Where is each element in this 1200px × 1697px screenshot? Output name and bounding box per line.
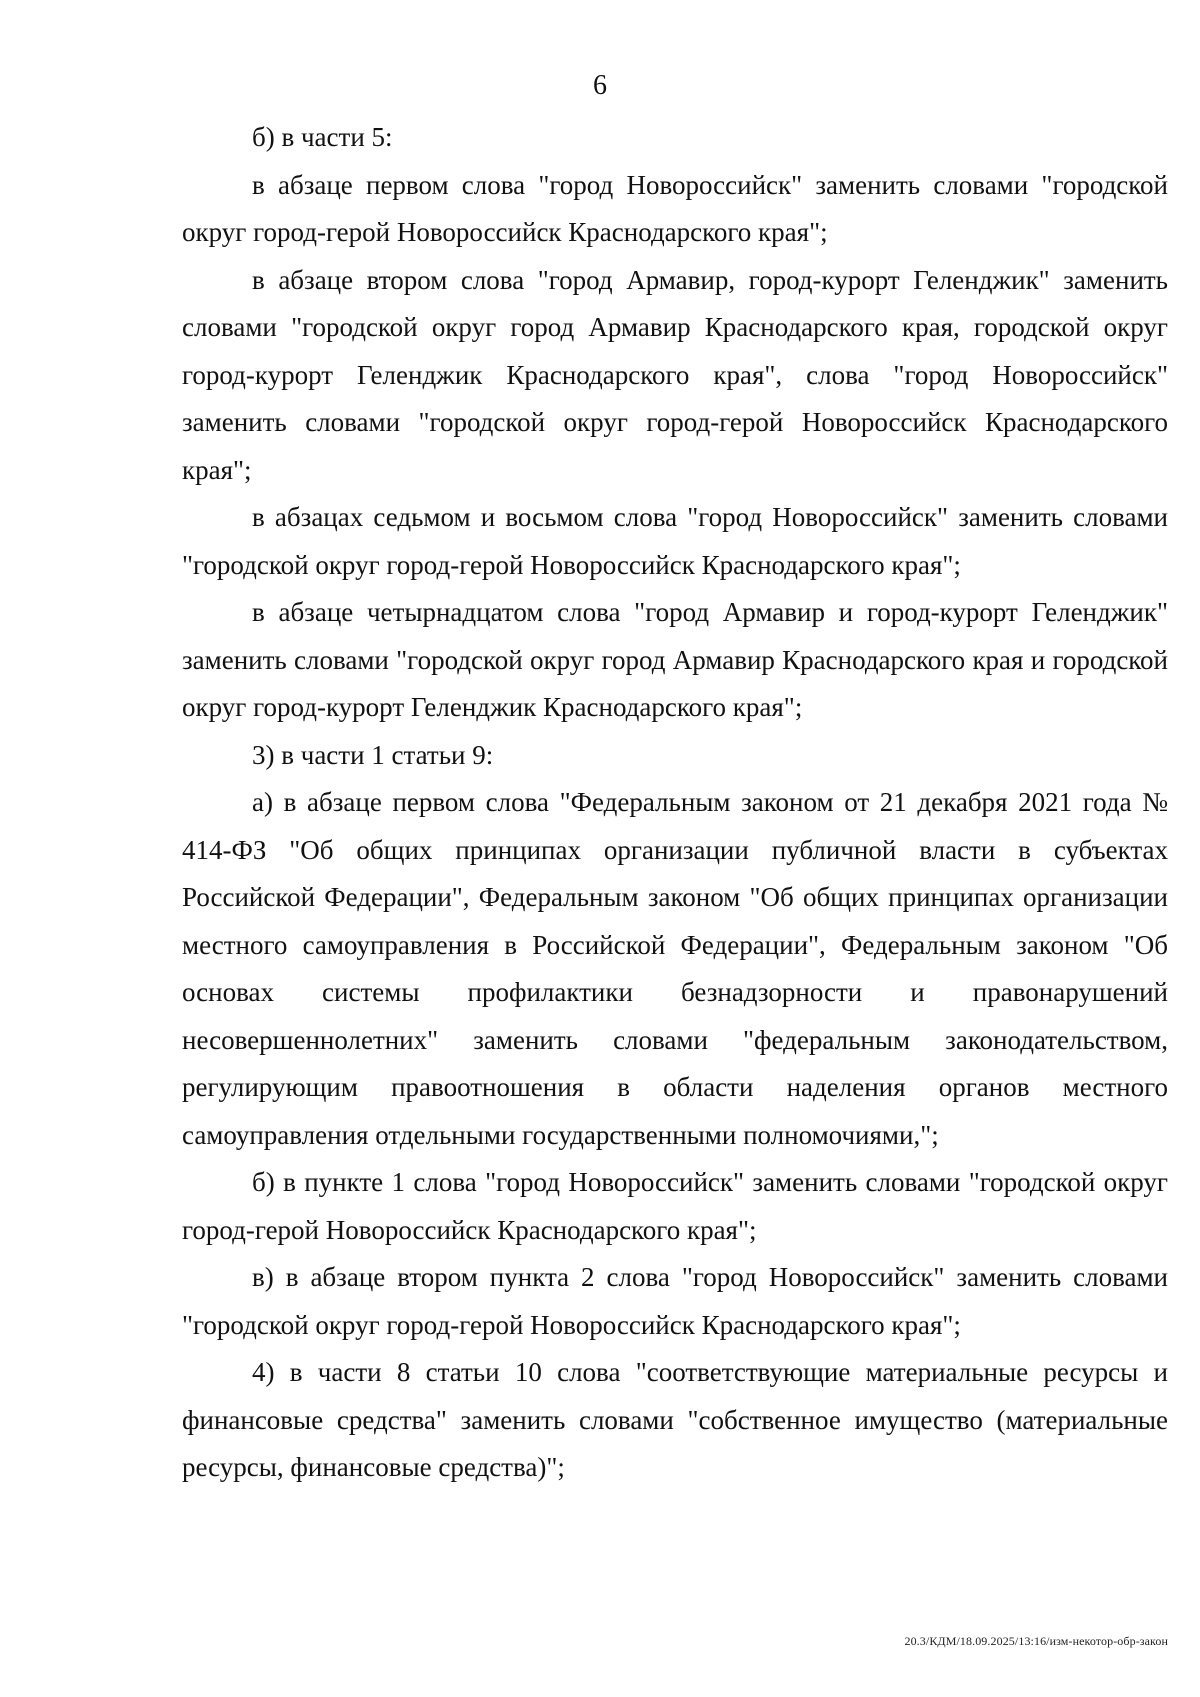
paragraph-item-3a: а) в абзаце первом слова "Федеральным законом от 21 декабря 2021 года № 414-ФЗ "Об общих принципах организации публичной власти в субъектах Российской Федерации", Федеральным законом "Об общих принципах организации местного самоуправления в Российской Федерации", Федеральным законом "Об основах системы профилактики безнадзорности и правонарушений несовершеннолетних" заменить словами "федеральным законодательством, регулирующим правоотношения в области наделения органов местного самоуправления отдельными государственными полномочиями,";	[182, 787, 1168, 1150]
paragraph-item-4: 4) в части 8 статьи 10 слова "соответствующие материальные ресурсы и финансовые средства" заменить словами "собственное имущество (материальные ресурсы, финансовые средства)";	[182, 1357, 1168, 1482]
paragraph-fourteenth-abzac: в абзаце четырнадцатом слова "город Армавир и город-курорт Геленджик" заменить словами "городской округ город Армавир Краснодарского края и городской округ город-курорт Геленджик Краснодарского края";	[182, 597, 1168, 722]
footer-document-code: 20.3/КДМ/18.09.2025/13:16/изм-некотор-обр-закон	[904, 1634, 1168, 1648]
paragraph-item-3b: б) в пункте 1 слова "город Новороссийск" заменить словами "городской округ город-герой Новороссийск Краснодарского края";	[182, 1167, 1168, 1245]
paragraph-first-abzac: в абзаце первом слова "город Новороссийск" заменить словами "городской округ город-герой Новороссийск Краснодарского края";	[182, 169, 1168, 247]
paragraph-second-abzac: в абзаце втором слова "город Армавир, город-курорт Геленджик" заменить словами "городской округ город Армавир Краснодарского края, городской округ город-курорт Геленджик Краснодарского края", слова "город Новороссийск" заменить словами "городской округ город-герой Новороссийск Краснодарского края";	[182, 264, 1168, 485]
page-number: 6	[593, 70, 607, 101]
paragraph-item-3v: в) в абзаце втором пункта 2 слова "город Новороссийск" заменить словами "городской округ город-герой Новороссийск Краснодарского края";	[182, 1262, 1168, 1340]
paragraph-seventh-eighth-abzac: в абзацах седьмом и восьмом слова "город Новороссийск" заменить словами "городской округ город-герой Новороссийск Краснодарского края";	[182, 502, 1168, 580]
paragraph-item-3: 3) в части 1 статьи 9:	[252, 739, 494, 770]
document-body	[182, 114, 1168, 1492]
paragraph-b-part-5: б) в части 5:	[252, 122, 393, 152]
